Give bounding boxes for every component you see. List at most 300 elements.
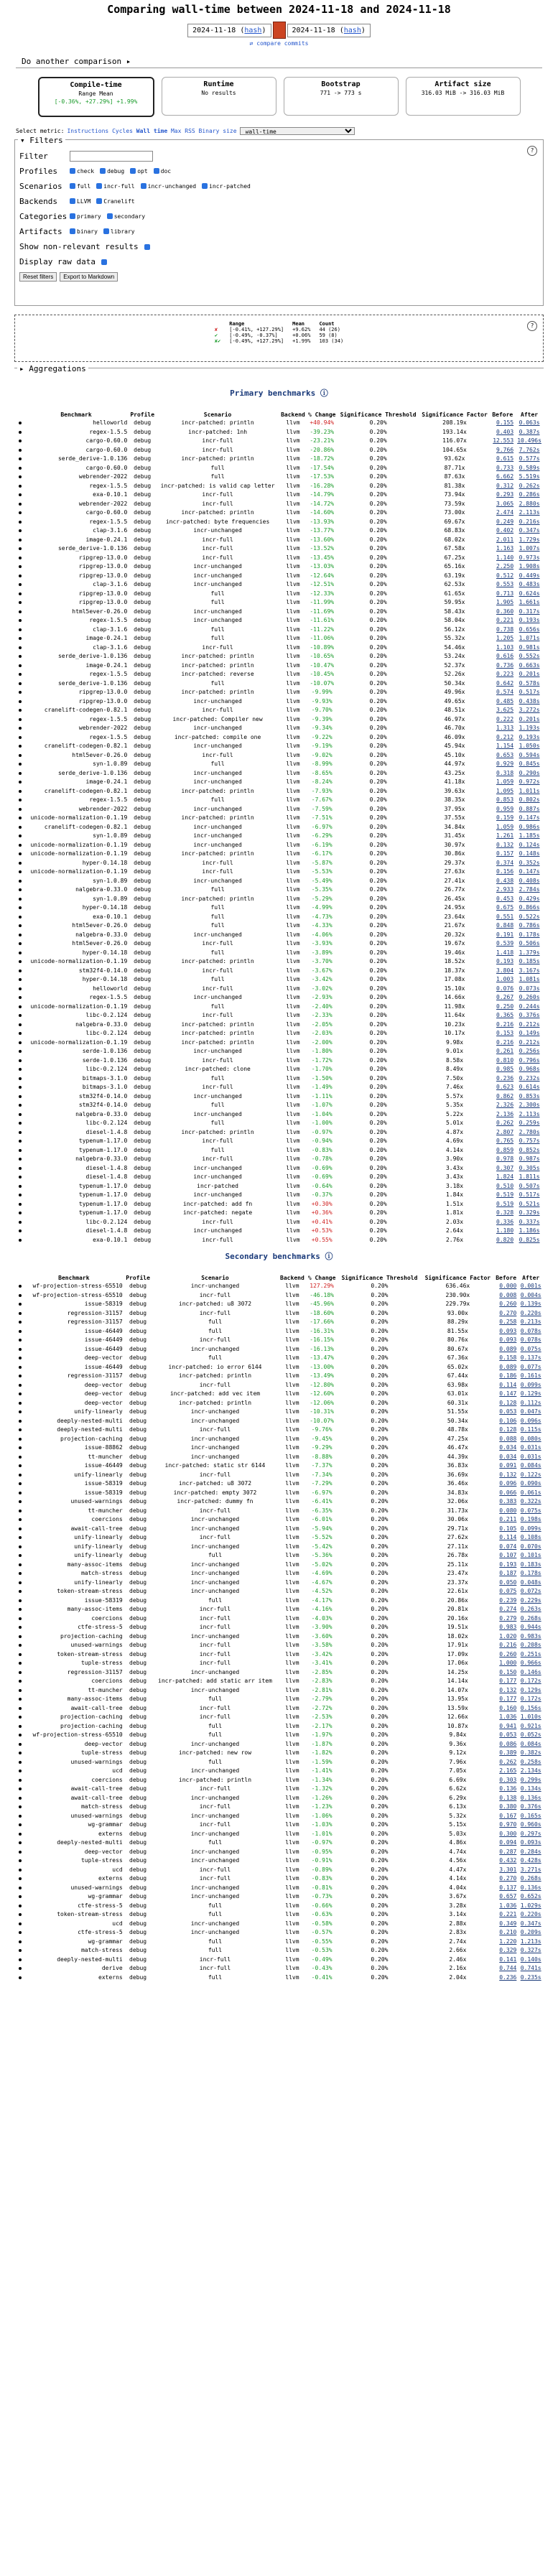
before-cell[interactable]: 0.959: [496, 805, 514, 812]
before-cell[interactable]: 0.000: [499, 1283, 517, 1289]
filters-legend[interactable]: [18, 136, 65, 145]
row-toggle[interactable]: [14, 1408, 24, 1417]
benchmark-name[interactable]: unicode-normalization-0.1.19: [30, 868, 128, 875]
after-cell[interactable]: 0.578s: [519, 679, 540, 687]
benchmark-name[interactable]: match-stress: [80, 1803, 123, 1810]
benchmark-name[interactable]: html5ever-0.26.0: [72, 751, 128, 758]
before-cell[interactable]: 0.810: [496, 1056, 514, 1064]
row-toggle[interactable]: [14, 1003, 24, 1012]
before-cell[interactable]: 0.221: [499, 1911, 517, 1917]
before-cell[interactable]: 0.985: [496, 1066, 514, 1072]
after-cell[interactable]: 0.802s: [519, 796, 540, 803]
column-header[interactable]: % Change: [307, 411, 336, 418]
before-cell[interactable]: 0.138: [499, 1794, 517, 1801]
row-toggle[interactable]: [14, 464, 24, 473]
row-toggle[interactable]: [14, 1318, 24, 1327]
row-toggle[interactable]: [14, 1543, 24, 1552]
before-cell[interactable]: 0.553: [496, 581, 514, 587]
before-cell[interactable]: 0.239: [499, 1596, 517, 1604]
benchmark-name[interactable]: coercions: [91, 1776, 123, 1783]
row-toggle[interactable]: [14, 715, 24, 725]
before-cell[interactable]: 0.137: [499, 1884, 517, 1891]
benchmark-name[interactable]: deep-vector: [84, 1354, 123, 1361]
before-cell[interactable]: 0.862: [496, 1092, 514, 1099]
after-cell[interactable]: 0.004s: [520, 1291, 541, 1298]
benchmark-name[interactable]: cranelift-codegen-0.82.1: [44, 743, 128, 749]
benchmark-name[interactable]: diesel-1.4.8: [85, 1164, 128, 1171]
after-cell[interactable]: 0.129s: [520, 1390, 541, 1397]
row-toggle[interactable]: [14, 1956, 24, 1965]
row-toggle[interactable]: [14, 931, 24, 940]
after-cell[interactable]: 5.519s: [519, 473, 540, 480]
before-cell[interactable]: 0.034: [499, 1453, 517, 1460]
after-cell[interactable]: 0.258s: [520, 1758, 541, 1765]
after-commit[interactable]: 2024-11-18 (hash): [287, 24, 371, 37]
column-header[interactable]: Profile: [126, 1275, 150, 1281]
before-cell[interactable]: 0.274: [499, 1606, 517, 1612]
column-header[interactable]: Backend: [281, 411, 305, 418]
row-toggle[interactable]: [14, 1704, 24, 1714]
after-cell[interactable]: 0.438s: [519, 697, 540, 705]
before-cell[interactable]: 0.150: [499, 1668, 517, 1675]
before-cell[interactable]: 0.657: [499, 1893, 517, 1900]
benchmark-name[interactable]: cargo-0.60.0: [85, 437, 128, 444]
benchmark-name[interactable]: token-stream-stress: [57, 1588, 123, 1594]
benchmark-name[interactable]: coercions: [91, 1516, 123, 1522]
after-cell[interactable]: 0.262s: [519, 482, 540, 489]
before-cell[interactable]: 0.318: [496, 769, 514, 776]
before-cell[interactable]: 0.300: [499, 1830, 517, 1837]
before-cell[interactable]: 0.093: [499, 1327, 517, 1334]
before-cell[interactable]: 2.326: [496, 1102, 514, 1108]
before-cell[interactable]: 0.008: [499, 1291, 517, 1298]
before-cell[interactable]: 0.736: [496, 661, 514, 669]
benchmark-name[interactable]: exa-0.10.1: [93, 491, 128, 498]
after-cell[interactable]: 0.866s: [519, 904, 540, 911]
benchmark-name[interactable]: issue-58319: [84, 1596, 123, 1604]
after-cell[interactable]: 0.077s: [520, 1363, 541, 1370]
profiles-checkbox-doc[interactable]: [154, 168, 171, 175]
checkbox-box[interactable]: [96, 198, 102, 204]
row-toggle[interactable]: [14, 949, 24, 958]
after-cell[interactable]: 0.408s: [519, 877, 540, 884]
row-toggle[interactable]: [14, 859, 24, 868]
benchmark-name[interactable]: webrender-2022: [78, 805, 128, 812]
before-cell[interactable]: 0.080: [499, 1507, 517, 1514]
before-cell[interactable]: 0.236: [496, 1074, 514, 1082]
row-toggle[interactable]: [14, 652, 24, 661]
after-cell[interactable]: 0.337s: [519, 1218, 540, 1225]
benchmark-name[interactable]: wf-projection-stress-65510: [32, 1731, 123, 1738]
after-cell[interactable]: 0.148s: [519, 850, 540, 857]
before-cell[interactable]: 0.374: [496, 859, 514, 866]
after-cell[interactable]: 0.129s: [520, 1686, 541, 1693]
after-cell[interactable]: 0.987s: [519, 1156, 540, 1162]
before-cell[interactable]: 0.222: [496, 715, 514, 722]
benchmark-name[interactable]: helloworld: [93, 985, 128, 992]
row-toggle[interactable]: [14, 1973, 24, 1983]
benchmark-name[interactable]: ucd: [112, 1920, 123, 1927]
benchmark-name[interactable]: stm32f4-0.14.0: [78, 1102, 128, 1108]
before-cell[interactable]: 1.036: [499, 1902, 517, 1909]
after-cell[interactable]: 0.286s: [519, 491, 540, 498]
legend-help-icon[interactable]: ?: [527, 321, 537, 331]
before-cell[interactable]: 0.970: [499, 1821, 517, 1828]
row-toggle[interactable]: [14, 733, 24, 743]
row-toggle[interactable]: [14, 1686, 24, 1696]
after-cell[interactable]: 0.084s: [520, 1462, 541, 1469]
benchmark-name[interactable]: regression-31157: [67, 1668, 123, 1675]
after-cell[interactable]: 0.136s: [520, 1794, 541, 1801]
row-toggle[interactable]: [14, 473, 24, 482]
benchmark-name[interactable]: issue-46449: [84, 1336, 123, 1343]
benchmark-name[interactable]: stm32f4-0.14.0: [78, 967, 128, 974]
benchmark-name[interactable]: typenum-1.17.0: [78, 1146, 128, 1153]
before-cell[interactable]: 0.574: [496, 689, 514, 695]
benchmark-name[interactable]: ripgrep-13.0.0: [78, 689, 128, 695]
row-toggle[interactable]: [14, 544, 24, 554]
row-toggle[interactable]: [14, 787, 24, 796]
before-cell[interactable]: 0.336: [496, 1218, 514, 1225]
after-cell[interactable]: 0.093s: [520, 1839, 541, 1846]
before-cell[interactable]: 0.089: [499, 1345, 517, 1352]
row-toggle[interactable]: [14, 975, 24, 985]
before-cell[interactable]: 3.625: [496, 707, 514, 713]
before-cell[interactable]: 0.107: [499, 1552, 517, 1558]
before-cell[interactable]: 12.553: [493, 437, 514, 444]
before-cell[interactable]: 0.128: [499, 1426, 517, 1433]
benchmark-name[interactable]: regression-31157: [67, 1309, 123, 1316]
row-toggle[interactable]: [14, 760, 24, 769]
before-cell[interactable]: 0.155: [496, 419, 514, 426]
benchmark-name[interactable]: ripgrep-13.0.0: [78, 563, 128, 569]
benchmark-name[interactable]: libc-0.2.124: [85, 1120, 128, 1126]
benchmark-name[interactable]: nalgebra-0.33.0: [75, 1156, 128, 1162]
after-cell[interactable]: 0.244s: [519, 1003, 540, 1010]
after-cell[interactable]: 0.251s: [520, 1650, 541, 1657]
benchmark-name[interactable]: regex-1.5.5: [89, 518, 128, 525]
before-cell[interactable]: 0.236: [499, 1973, 517, 1981]
row-toggle[interactable]: [14, 769, 24, 778]
before-cell[interactable]: 0.216: [496, 1020, 514, 1028]
backends-checkbox-cranelift[interactable]: [96, 198, 134, 205]
benchmark-name[interactable]: helloworld: [93, 419, 128, 426]
after-cell[interactable]: 0.652s: [520, 1893, 541, 1900]
benchmark-name[interactable]: unicode-normalization-0.1.19: [30, 958, 128, 964]
benchmark-name[interactable]: unused-warnings: [70, 1758, 123, 1765]
before-cell[interactable]: 0.512: [496, 572, 514, 579]
row-toggle[interactable]: [14, 921, 24, 931]
after-cell[interactable]: 0.178s: [519, 931, 540, 938]
row-toggle[interactable]: [14, 1300, 24, 1309]
row-toggle[interactable]: [14, 526, 24, 536]
after-cell[interactable]: 1.029s: [520, 1902, 541, 1909]
after-cell[interactable]: 0.317s: [519, 608, 540, 615]
checkbox-box[interactable]: [70, 213, 75, 219]
row-toggle[interactable]: [14, 706, 24, 715]
row-toggle[interactable]: [14, 634, 24, 643]
column-header[interactable]: Profile: [130, 411, 155, 418]
before-cell[interactable]: 0.432: [499, 1857, 517, 1864]
after-cell[interactable]: 0.212s: [519, 1020, 540, 1028]
row-toggle[interactable]: [14, 1146, 24, 1156]
checkbox-box[interactable]: [100, 168, 106, 174]
after-cell[interactable]: 0.376s: [519, 1012, 540, 1018]
before-cell[interactable]: 0.303: [499, 1776, 517, 1783]
after-cell[interactable]: 0.193s: [519, 617, 540, 623]
before-cell[interactable]: 0.365: [496, 1012, 514, 1018]
profiles-checkbox-opt[interactable]: [130, 168, 147, 175]
benchmark-name[interactable]: unused-warnings: [70, 1642, 123, 1648]
before-cell[interactable]: 2.250: [496, 563, 514, 569]
after-cell[interactable]: 0.084s: [520, 1740, 541, 1747]
before-cell[interactable]: 0.157: [496, 850, 514, 857]
benchmark-name[interactable]: externs: [98, 1875, 123, 1882]
benchmark-name[interactable]: issue-46449: [84, 1462, 123, 1469]
benchmark-name[interactable]: ucd: [112, 1767, 123, 1774]
after-cell[interactable]: 0.284s: [520, 1848, 541, 1855]
before-cell[interactable]: 0.519: [496, 1191, 514, 1198]
before-cell[interactable]: 6.662: [496, 473, 514, 480]
before-cell[interactable]: 0.287: [499, 1848, 517, 1855]
row-toggle[interactable]: [14, 643, 24, 653]
after-cell[interactable]: 0.031s: [520, 1444, 541, 1451]
before-cell[interactable]: 1.059: [496, 823, 514, 830]
categories-checkbox-secondary[interactable]: [107, 213, 145, 220]
after-cell[interactable]: 0.960s: [520, 1821, 541, 1828]
after-cell[interactable]: 0.517s: [519, 1191, 540, 1198]
benchmark-name[interactable]: exa-0.10.1: [93, 1236, 128, 1243]
scenarios-checkbox-full[interactable]: [70, 183, 90, 190]
benchmark-name[interactable]: syn-1.0.89: [93, 895, 128, 902]
before-cell[interactable]: 0.267: [496, 994, 514, 1000]
row-toggle[interactable]: [14, 1722, 24, 1731]
after-cell[interactable]: 0.208s: [520, 1642, 541, 1648]
row-toggle[interactable]: [14, 1803, 24, 1812]
after-cell[interactable]: 0.090s: [520, 1480, 541, 1487]
benchmark-name[interactable]: tuple-stress: [80, 1857, 123, 1864]
after-cell[interactable]: 0.073s: [519, 985, 540, 992]
after-cell[interactable]: 0.449s: [519, 572, 540, 579]
before-cell[interactable]: 0.153: [496, 1030, 514, 1036]
before-cell[interactable]: 9.766: [496, 446, 514, 453]
benchmark-name[interactable]: externs: [98, 1973, 123, 1981]
benchmark-name[interactable]: many-assoc-items: [67, 1606, 123, 1612]
before-cell[interactable]: 0.258: [499, 1319, 517, 1325]
after-cell[interactable]: 0.112s: [520, 1399, 541, 1406]
row-toggle[interactable]: [14, 1794, 24, 1803]
row-toggle[interactable]: [14, 446, 24, 455]
row-toggle[interactable]: [14, 913, 24, 922]
row-toggle[interactable]: [14, 1821, 24, 1830]
column-header[interactable]: Significance Threshold: [340, 411, 417, 418]
benchmark-name[interactable]: tt-muncher: [88, 1453, 123, 1460]
after-cell[interactable]: 0.220s: [520, 1911, 541, 1917]
row-toggle[interactable]: [14, 1372, 24, 1381]
after-cell[interactable]: 0.260s: [519, 994, 540, 1000]
benchmark-name[interactable]: syn-1.0.89: [93, 877, 128, 884]
after-cell[interactable]: 0.256s: [519, 1048, 540, 1054]
benchmark-name[interactable]: match-stress: [80, 1570, 123, 1576]
row-toggle[interactable]: [14, 1119, 24, 1128]
before-cell[interactable]: 0.383: [499, 1498, 517, 1505]
before-cell[interactable]: 0.820: [496, 1236, 514, 1243]
benchmark-name[interactable]: syn-1.0.89: [93, 832, 128, 839]
row-toggle[interactable]: [14, 1047, 24, 1056]
before-cell[interactable]: 0.328: [496, 1209, 514, 1216]
before-cell[interactable]: 0.653: [496, 751, 514, 758]
before-cell[interactable]: 1.059: [496, 778, 514, 785]
row-toggle[interactable]: [14, 1479, 24, 1489]
before-cell[interactable]: 0.402: [496, 527, 514, 534]
checkbox-box[interactable]: [202, 183, 208, 189]
before-cell[interactable]: 1.418: [496, 949, 514, 956]
after-cell[interactable]: 0.796s: [519, 1056, 540, 1064]
before-cell[interactable]: 0.551: [496, 913, 514, 920]
after-cell[interactable]: 0.156s: [520, 1704, 541, 1711]
after-cell[interactable]: 0.552s: [519, 653, 540, 659]
after-cell[interactable]: 0.213s: [520, 1319, 541, 1325]
benchmark-name[interactable]: ripgrep-13.0.0: [78, 554, 128, 561]
row-toggle[interactable]: [14, 1928, 24, 1938]
before-cell[interactable]: 0.978: [496, 1156, 514, 1162]
benchmark-name[interactable]: nalgebra-0.33.0: [75, 1020, 128, 1028]
benchmark-name[interactable]: deeply-nested-multi: [57, 1839, 123, 1846]
benchmark-name[interactable]: cargo-0.60.0: [85, 464, 128, 471]
benchmark-name[interactable]: syn-1.0.89: [93, 761, 128, 767]
row-toggle[interactable]: [14, 1533, 24, 1543]
benchmark-name[interactable]: wf-projection-stress-65510: [32, 1283, 123, 1289]
benchmark-name[interactable]: serde_derive-1.0.136: [57, 455, 128, 462]
row-toggle[interactable]: [14, 1471, 24, 1480]
row-toggle[interactable]: [14, 1200, 24, 1209]
row-toggle[interactable]: [14, 1892, 24, 1902]
row-toggle[interactable]: [14, 1920, 24, 1929]
row-toggle[interactable]: [14, 1525, 24, 1534]
after-cell[interactable]: 0.149s: [519, 1030, 540, 1036]
summary-card[interactable]: [406, 77, 521, 116]
metric-option-link[interactable]: Cycles: [112, 128, 133, 134]
row-toggle[interactable]: [14, 1874, 24, 1884]
after-cell[interactable]: 0.263s: [520, 1606, 541, 1612]
before-cell[interactable]: 0.156: [496, 868, 514, 875]
before-cell[interactable]: 1.103: [496, 643, 514, 651]
benchmark-name[interactable]: issue-88862: [84, 1444, 123, 1451]
checkbox-box[interactable]: [70, 183, 75, 189]
summary-card[interactable]: [162, 77, 276, 116]
column-header[interactable]: Significance Threshold: [341, 1275, 418, 1281]
after-cell[interactable]: 0.136s: [520, 1884, 541, 1891]
row-toggle[interactable]: [14, 661, 24, 671]
benchmark-name[interactable]: deep-vector: [84, 1740, 123, 1747]
column-header[interactable]: Backend: [280, 1275, 304, 1281]
aggregations-toggle[interactable]: [17, 364, 88, 373]
before-cell[interactable]: 1.020: [499, 1632, 517, 1640]
before-cell[interactable]: 0.360: [496, 608, 514, 615]
after-cell[interactable]: 0.235s: [520, 1973, 541, 1981]
another-comparison-label[interactable]: Do another comparison: [22, 57, 122, 66]
benchmark-name[interactable]: deeply-nested-multi: [57, 1956, 123, 1963]
after-cell[interactable]: 0.973s: [519, 554, 540, 561]
after-cell[interactable]: 0.031s: [520, 1453, 541, 1460]
row-toggle[interactable]: [14, 536, 24, 545]
after-cell[interactable]: 0.624s: [519, 590, 540, 597]
before-cell[interactable]: 0.510: [496, 1182, 514, 1189]
after-cell[interactable]: 2.300s: [519, 1102, 540, 1108]
before-cell[interactable]: 1.261: [496, 832, 514, 839]
row-toggle[interactable]: [14, 841, 24, 850]
before-cell[interactable]: 1.140: [496, 554, 514, 561]
after-cell[interactable]: 1.908s: [519, 563, 540, 569]
before-cell[interactable]: 0.848: [496, 922, 514, 929]
row-toggle[interactable]: [14, 868, 24, 877]
row-toggle[interactable]: [14, 1740, 24, 1749]
row-toggle[interactable]: [14, 1731, 24, 1740]
before-cell[interactable]: 0.191: [496, 931, 514, 938]
after-cell[interactable]: 0.656s: [519, 626, 540, 633]
scenarios-checkbox-incr-unchanged[interactable]: [141, 183, 196, 190]
before-cell[interactable]: 0.262: [499, 1758, 517, 1765]
before-cell[interactable]: 0.088: [499, 1435, 517, 1442]
reset-filters-button[interactable]: Reset filters: [19, 272, 57, 282]
after-cell[interactable]: 1.213s: [520, 1938, 541, 1945]
after-cell[interactable]: 0.887s: [519, 805, 540, 812]
row-toggle[interactable]: [14, 1426, 24, 1435]
benchmark-name[interactable]: regex-1.5.5: [89, 733, 128, 740]
after-cell[interactable]: 2.113s: [519, 1110, 540, 1117]
benchmark-name[interactable]: await-call-tree: [70, 1525, 123, 1532]
after-cell[interactable]: 0.347s: [520, 1920, 541, 1927]
before-cell[interactable]: 0.485: [496, 697, 514, 705]
benchmark-name[interactable]: diesel-1.4.8: [85, 1227, 128, 1234]
column-header[interactable]: Before: [492, 411, 513, 418]
before-cell[interactable]: 0.034: [499, 1444, 517, 1451]
after-cell[interactable]: 0.201s: [519, 671, 540, 677]
row-toggle[interactable]: [14, 778, 24, 787]
checkbox-box[interactable]: [70, 228, 75, 234]
benchmark-name[interactable]: tuple-stress: [80, 1660, 123, 1666]
row-toggle[interactable]: [14, 1578, 24, 1588]
before-cell[interactable]: 3.804: [496, 967, 514, 974]
before-cell[interactable]: 0.147: [499, 1390, 517, 1397]
row-toggle[interactable]: [14, 751, 24, 761]
row-toggle[interactable]: [14, 572, 24, 581]
row-toggle[interactable]: [14, 895, 24, 904]
column-header[interactable]: Scenario: [201, 1275, 229, 1281]
after-cell[interactable]: 0.096s: [520, 1417, 541, 1424]
before-cell[interactable]: 2.933: [496, 886, 514, 893]
row-toggle[interactable]: [14, 1489, 24, 1498]
row-toggle[interactable]: [14, 1354, 24, 1363]
row-toggle[interactable]: [14, 1443, 24, 1453]
benchmark-name[interactable]: deeply-nested-multi: [57, 1426, 123, 1433]
column-header[interactable]: Before: [496, 1275, 517, 1281]
benchmark-name[interactable]: serde_derive-1.0.136: [57, 679, 128, 687]
after-cell[interactable]: 0.921s: [520, 1722, 541, 1729]
metric-option-link[interactable]: Instructions: [67, 128, 109, 134]
after-cell[interactable]: 1.081s: [519, 976, 540, 982]
row-toggle[interactable]: [14, 1695, 24, 1704]
row-toggle[interactable]: [14, 1182, 24, 1191]
benchmark-name[interactable]: issue-58319: [84, 1301, 123, 1307]
after-cell[interactable]: 0.297s: [520, 1830, 541, 1837]
benchmark-name[interactable]: cranelift-codegen-0.82.1: [44, 707, 128, 713]
benchmark-name[interactable]: deep-vector: [84, 1381, 123, 1388]
row-toggle[interactable]: [14, 482, 24, 491]
row-toggle[interactable]: [14, 1155, 24, 1164]
after-cell[interactable]: 0.347s: [519, 527, 540, 534]
before-cell[interactable]: 0.307: [496, 1164, 514, 1171]
